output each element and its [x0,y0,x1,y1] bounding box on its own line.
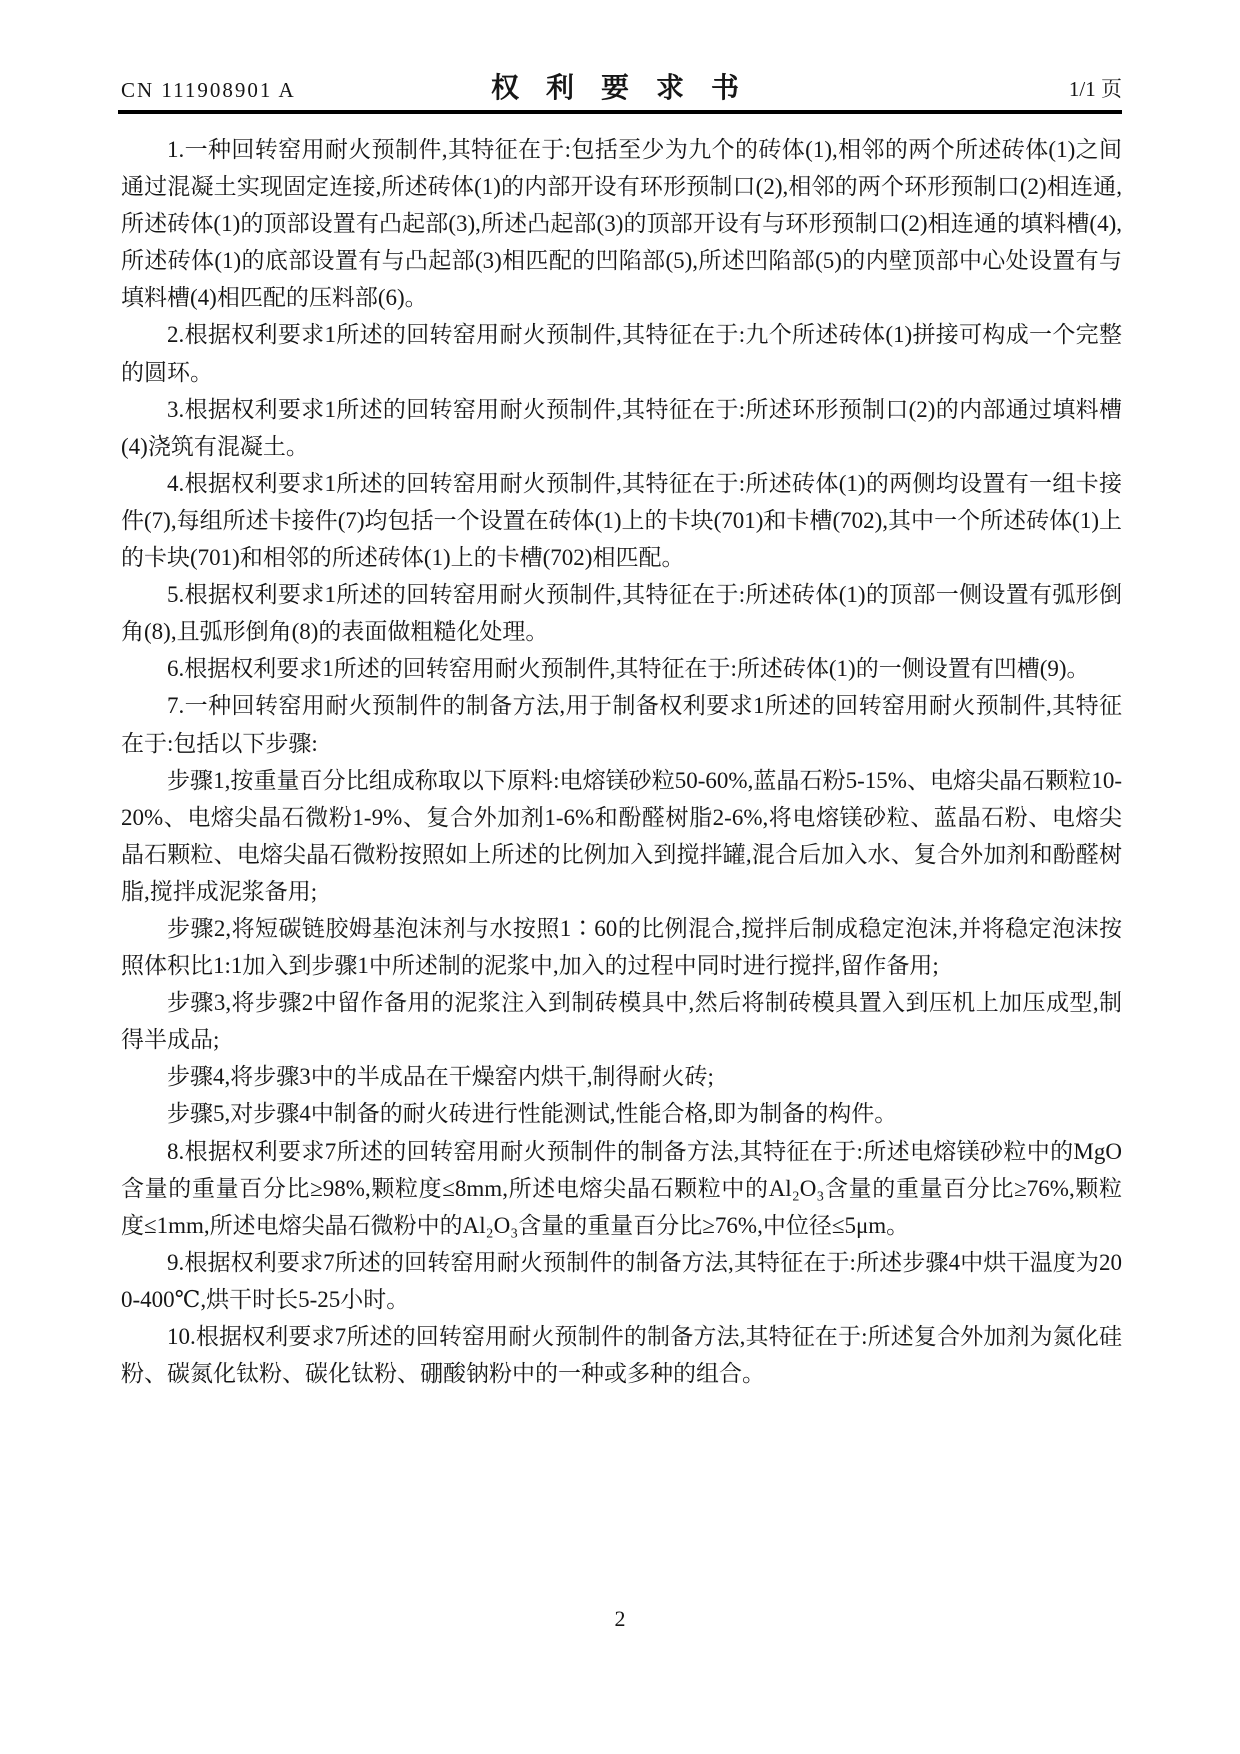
document-title: 权 利 要 求 书 [490,73,750,104]
page-number: 2 [614,1606,626,1631]
claim-4: 4.根据权利要求1所述的回转窑用耐火预制件,其特征在于:所述砖体(1)的两侧均设置有一组卡接件(7),每组所述卡接件(7)均包括一个设置在砖体(1)上的卡块(701)和卡槽(702),其中一个所述砖体(1)上的卡块(701)和相邻的所述砖体(1)上的卡槽(702)相匹配。 [121,470,1122,571]
claim-5: 5.根据权利要求1所述的回转窑用耐火预制件,其特征在于:所述砖体(1)的顶部一侧设置有弧形倒角(8),且弧形倒角(8)的表面做粗糙化处理。 [121,582,1122,645]
claim-9: 9.根据权利要求7所述的回转窑用耐火预制件的制备方法,其特征在于:所述步骤4中烘干温度为200-400℃,烘干时长5-25小时。 [121,1249,1122,1312]
claim-7-step-2: 步骤2,将短碳链胶姆基泡沫剂与水按照1∶60的比例混合,搅拌后制成稳定泡沫,并将稳定泡沫按照体积比1:1加入到步骤1中所述制的泥浆中,加入的过程中同时进行搅拌,留作备用; [121,915,1122,979]
claim-6: 6.根据权利要求1所述的回转窑用耐火预制件,其特征在于:所述砖体(1)的一侧设置有凹槽(9)。 [167,656,1090,682]
claim-7-preamble: 7.一种回转窑用耐火预制件的制备方法,用于制备权利要求1所述的回转窑用耐火预制件,其特征在于:包括以下步骤: [121,693,1122,756]
claim-1: 1.一种回转窑用耐火预制件,其特征在于:包括至少为九个的砖体(1),相邻的两个所述砖体(1)之间通过混凝土实现固定连接,所述砖体(1)的内部开设有环形预制口(2),相邻的两个环形预制口(2)相连通,所述砖体(1)的顶部设置有凸起部(3),所述凸起部(3)的顶部开设有与环形预制口(2)相连通的填料槽(4),所述砖体(1)的底部设置有与凸起部(3)相匹配的凹陷部(5),所述凹陷部(5)的内壁顶部中心处设置有与填料槽(4)相匹配的压料部(6)。 [121,137,1122,311]
claim-7-step-5: 步骤5,对步骤4中制备的耐火砖进行性能测试,性能合格,即为制备的构件。 [167,1101,898,1127]
claim-2: 2.根据权利要求1所述的回转窑用耐火预制件,其特征在于:九个所述砖体(1)拼接可构成一个完整的圆环。 [121,322,1122,385]
claim-10: 10.根据权利要求7所述的回转窑用耐火预制件的制备方法,其特征在于:所述复合外加剂为氮化硅粉、碳氮化钛粉、碳化钛粉、硼酸钠粉中的一种或多种的组合。 [121,1324,1122,1387]
claim-8: 8.根据权利要求7所述的回转窑用耐火预制件的制备方法,其特征在于:所述电熔镁砂粒中的MgO含量的重量百分比≥98%,颗粒度≤8mm,所述电熔尖晶石颗粒中的Al₂O₃含量的重量百分比≥76%,颗粒度≤1mm,所述电熔尖晶石微粉中的Al₂O₃含量的重量百分比≥76%,中位径≤5μm。 [121,1138,1122,1238]
page-indicator: 1/1 页 [1068,77,1122,101]
publication-number: CN 111908901 A [121,78,296,102]
claim-7-step-3: 步骤3,将步骤2中留作备用的泥浆注入到制砖模具中,然后将制砖模具置入到压机上加压成型,制得半成品; [121,990,1122,1053]
page-header [118,68,1122,106]
claim-7-step-4: 步骤4,将步骤3中的半成品在干燥窑内烘干,制得耐火砖; [167,1064,714,1090]
claim-3: 3.根据权利要求1所述的回转窑用耐火预制件,其特征在于:所述环形预制口(2)的内部通过填料槽(4)浇筑有混凝土。 [121,396,1122,459]
claim-7-step-1: 步骤1,按重量百分比组成称取以下原料:电熔镁砂粒50-60%,蓝晶石粉5-15%、电熔尖晶石颗粒10-20%、电熔尖晶石微粉1-9%、复合外加剂1-6%和酚醛树脂2-6%,将电熔镁砂粒、蓝晶石粉、电熔尖晶石颗粒、电熔尖晶石微粉按照如上所述的比例加入到搅拌罐,混合后加入水、复合外加剂和酚醛树脂,搅拌成泥浆备用; [121,767,1122,904]
claims-body [121,131,1122,1392]
header-rule [118,110,1122,114]
